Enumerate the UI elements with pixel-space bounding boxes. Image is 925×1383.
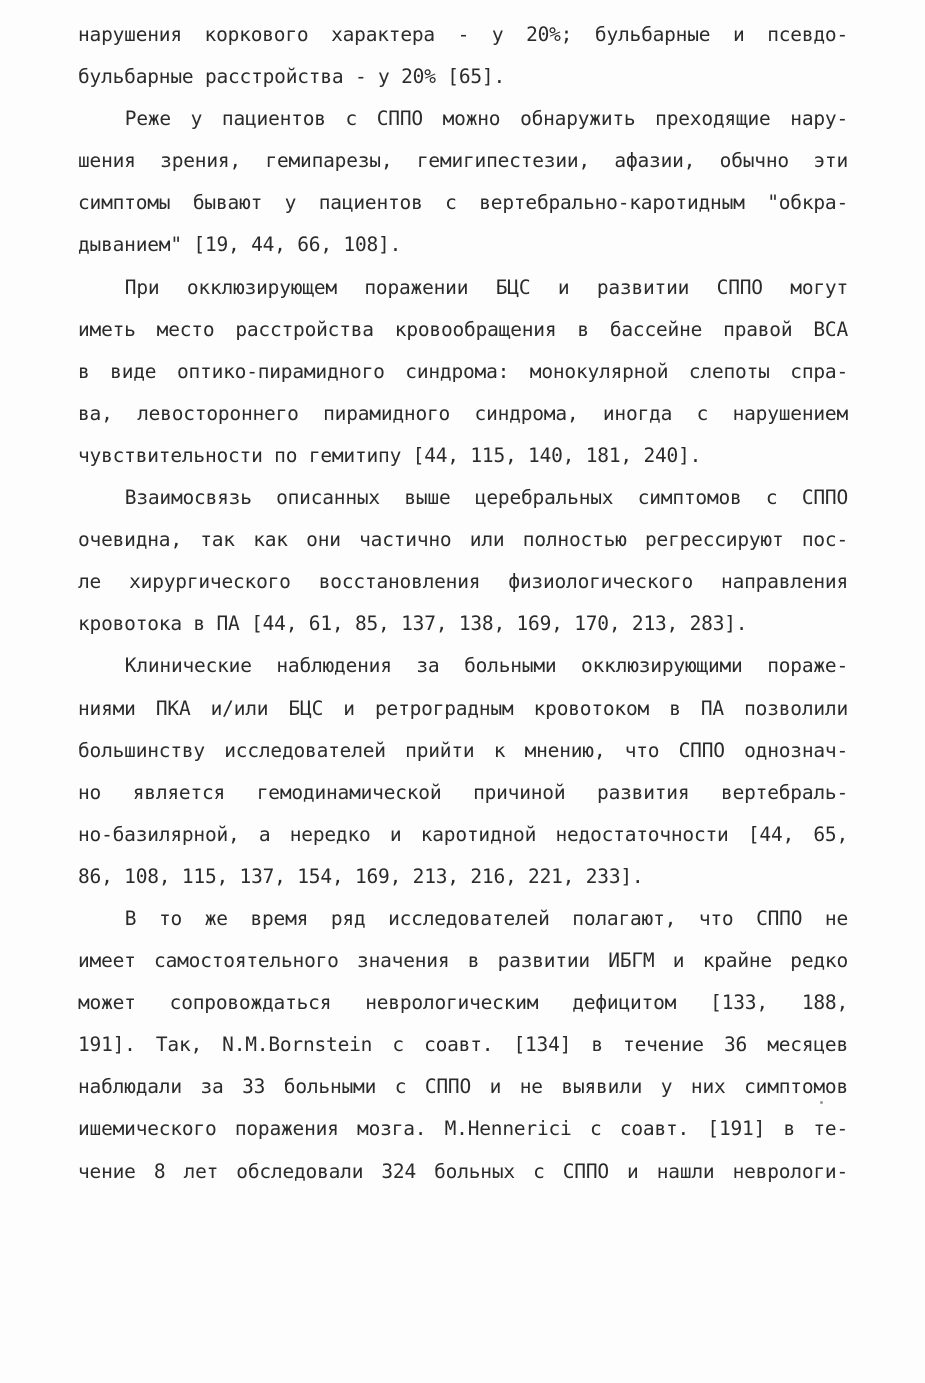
text-line: иметь место расстройства кровообращения в бассейне правой ВСА bbox=[78, 317, 848, 341]
text-line: ишемического поражения мозга. M.Hennerici с соавт. [191] в те- bbox=[78, 1117, 848, 1141]
text-line: Клинические наблюдения за больными окклюзирующими пораже- bbox=[124, 654, 848, 678]
body-text bbox=[78, 14, 848, 1193]
text-line: симптомы бывают у пациентов с вертебрально-каротидным "обкра- bbox=[78, 191, 848, 215]
text-line: В то же время ряд исследователей полагают, что СППО не bbox=[124, 906, 848, 930]
text-line: шения зрения, гемипарезы, гемигипестезии, афазии, обычно эти bbox=[78, 149, 848, 173]
text-line: чувствительности по гемитипу [44, 115, 140, 181, 240]. bbox=[78, 443, 702, 467]
text-line: Взаимосвязь описанных выше церебральных симптомов с СППО bbox=[124, 486, 848, 510]
text-line: бульбарные расстройства - у 20% [65]. bbox=[78, 65, 505, 89]
text-line: имеет самостоятельного значения в развитии ИБГМ и крайне редко bbox=[78, 949, 848, 973]
text-line: При окклюзирующем поражении БЦС и развитии СППО могут bbox=[124, 275, 848, 299]
text-line: очевидна, так как они частично или полностью регрессируют пос- bbox=[78, 528, 848, 552]
text-line: чение 8 лет обследовали 324 больных с СППО и нашли неврологи- bbox=[78, 1159, 848, 1183]
text-line: 86, 108, 115, 137, 154, 169, 213, 216, 221, 233]. bbox=[78, 864, 644, 888]
text-line: ле хирургического восстановления физиологического направления bbox=[78, 570, 848, 594]
text-line: дыванием" [19, 44, 66, 108]. bbox=[78, 233, 402, 257]
text-line: может сопровождаться неврологическим дефицитом [133, 188, bbox=[78, 991, 848, 1015]
text-line: Реже у пациентов с СППО можно обнаружить преходящие нару- bbox=[124, 107, 848, 131]
text-line: но является гемодинамической причиной развития вертебраль- bbox=[78, 780, 848, 804]
text-line: в виде оптико-пирамидного синдрома: монокулярной слепоты спра- bbox=[78, 359, 848, 383]
text-line: нарушения коркового характера - у 20%; бульбарные и псевдо- bbox=[78, 23, 848, 46]
text-line: большинству исследователей прийти к мнению, что СППО однознач- bbox=[78, 738, 848, 762]
text-line: ниями ПКА и/или БЦС и ретроградным кровотоком в ПА позволили bbox=[78, 696, 848, 720]
text-line: наблюдали за 33 больными с СППО и не выявили у них симптомов bbox=[78, 1075, 848, 1099]
text-line: кровотока в ПА [44, 61, 85, 137, 138, 169, 170, 213, 283]. bbox=[78, 612, 748, 636]
text-line: но-базилярной, а нередко и каротидной недостаточности [44, 65, bbox=[78, 822, 848, 846]
text-line: ва, левостороннего пирамидного синдрома, иногда с нарушением bbox=[78, 401, 848, 425]
scan-speck bbox=[820, 1101, 823, 1104]
text-line: 191]. Так, N.M.Bornstein с соавт. [134] в течение 36 месяцев bbox=[78, 1033, 848, 1057]
